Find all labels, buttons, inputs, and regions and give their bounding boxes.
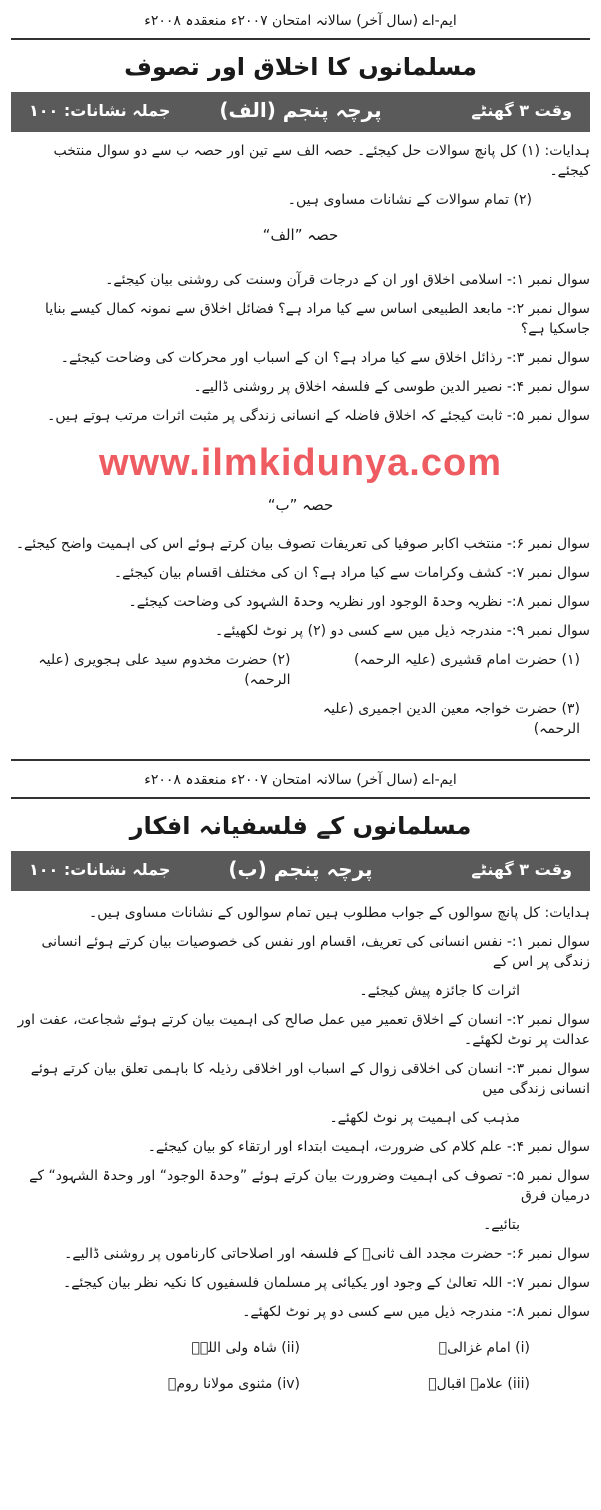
divider bbox=[11, 759, 590, 761]
question: سوال نمبر ۱:- نفس انسانی کی تعریف، اقسام اور نفس کی خصوصیات بیان کرتے ہوئے انسانی زندگی پر اس کے bbox=[41, 934, 590, 970]
option: (۲) حضرت مخدوم سید علی ہجویری (علیہ الرحمہ) bbox=[38, 652, 291, 688]
question: سوال نمبر ۷:- کشف وکرامات سے کیا مراد ہے؟ ان کی مختلف اقسام بیان کیجئے۔ bbox=[113, 565, 590, 581]
option: (i) امام غزالیؒ bbox=[438, 1340, 530, 1356]
question-continued: مذہب کی اہمیت پر نوٹ لکھئے۔ bbox=[329, 1110, 520, 1126]
marks-label: جملہ نشانات: ۱۰۰ bbox=[29, 101, 171, 120]
question: سوال نمبر ۵:- تصوف کی اہمیت وضرورت بیان کرتے ہوئے ”وحدۃ الوجود“ اور وحدۃ الشہود“ کے درمیان فرق bbox=[29, 1168, 590, 1204]
question: سوال نمبر ۶:- منتخب اکابر صوفیا کی تعریفات تصوف بیان کرتے ہوئے اس کی اہمیت واضح کیجئے۔ bbox=[15, 536, 590, 552]
question: سوال نمبر ۸:- مندرجہ ذیل میں سے کسی دو پر نوٹ لکھئے۔ bbox=[242, 1304, 590, 1320]
option: (iii) علامہ اقبالؒ bbox=[428, 1376, 530, 1392]
paper-title: مسلمانوں کے فلسفیانہ افکار bbox=[129, 812, 472, 840]
option-row bbox=[11, 1338, 590, 1358]
marks-label: جملہ نشانات: ۱۰۰ bbox=[29, 860, 171, 879]
question: سوال نمبر ۲:- انسان کے اخلاق تعمیر میں عمل صالح کی اہمیت بیان کرتے ہوئے شجاعت، عفت اور عدالت پر نوٹ لکھئے۔ bbox=[17, 1012, 590, 1048]
paper-label: پرچہ پنجم (ب) bbox=[228, 857, 373, 881]
exam-header: ایم-اے (سال آخر) سالانہ امتحان ۲۰۰۷ء منعقدہ ۲۰۰۸ء bbox=[144, 772, 457, 788]
divider bbox=[11, 38, 590, 40]
question: سوال نمبر ۷:- اللہ تعالیٰ کے وجود اور یکیائی پر مسلمان فلسفیوں کا نکیہ نظر بیان کیجئے۔ bbox=[62, 1275, 590, 1291]
divider bbox=[11, 797, 590, 799]
time-label: وقت ۳ گھنٹے bbox=[471, 101, 572, 120]
instructions: ہدایات: (۱) کل پانچ سوالات حل کیجئے۔ حصہ الف سے تین اور حصہ ب سے دو سوال منتخب کیجئے۔ bbox=[53, 143, 590, 179]
paper-info-bar bbox=[11, 92, 590, 132]
question-continued: اثرات کا جائزہ پیش کیجئے۔ bbox=[359, 983, 520, 999]
instructions: ہدایات: کل پانچ سوالوں کے جواب مطلوب ہیں تمام سوالوں کے نشانات مساوی ہیں۔ bbox=[89, 905, 590, 921]
question: سوال نمبر ۸:- نظریہ وحدۃ الوجود اور نظریہ وحدۃ الشہود کی وضاحت کیجئے۔ bbox=[128, 594, 590, 610]
time-label: وقت ۳ گھنٹے bbox=[471, 860, 572, 879]
question: سوال نمبر ۳:- رذائل اخلاق سے کیا مراد ہے؟ ان کے اسباب اور محرکات کی وضاحت کیجئے۔ bbox=[60, 350, 590, 366]
question: سوال نمبر ۳:- انسان کی اخلاقی زوال کے اسباب اور اخلاقی رذیلہ کا باہمی تعلق بیان کرتے ہوئے انسانی زندگی میں bbox=[30, 1061, 590, 1097]
question: سوال نمبر ۶:- حضرت مجدد الف ثانیؒ کے فلسفہ اور اصلاحاتی کارناموں پر روشنی ڈالیے۔ bbox=[64, 1246, 590, 1262]
paper-info-bar bbox=[11, 851, 590, 891]
paper-title: مسلمانوں کا اخلاق اور تصوف bbox=[124, 53, 477, 81]
section-heading: حصہ ”الف“ bbox=[262, 226, 339, 244]
option-row bbox=[11, 650, 590, 690]
option-row bbox=[11, 699, 590, 739]
question: سوال نمبر ۴:- نصیر الدین طوسی کے فلسفہ اخلاق پر روشنی ڈالیے۔ bbox=[193, 379, 590, 395]
exam-header: ایم-اے (سال آخر) سالانہ امتحان ۲۰۰۷ء منعقدہ ۲۰۰۸ء bbox=[144, 13, 457, 29]
paper-label: پرچہ پنجم (الف) bbox=[219, 98, 382, 122]
option: (۳) حضرت خواجہ معین الدین اجمیری (علیہ الرحمہ) bbox=[322, 701, 580, 737]
option: (ii) شاہ ولی اللہؒ bbox=[191, 1340, 300, 1356]
question: سوال نمبر ۱:- اسلامی اخلاق اور ان کے درجات قرآن وسنت کی روشنی بیان کیجئے۔ bbox=[105, 272, 590, 288]
question-continued: بتائیے۔ bbox=[483, 1217, 520, 1233]
option: (iv) مثنوی مولانا رومؒ bbox=[167, 1376, 300, 1392]
question: سوال نمبر ۵:- ثابت کیجئے کہ اخلاق فاضلہ کے انسانی زندگی پر مثبت اثرات مرتب ہوتے ہیں۔ bbox=[47, 408, 590, 424]
instructions: (۲) تمام سوالات کے نشانات مساوی ہیں۔ bbox=[287, 192, 532, 208]
option: (۱) حضرت امام قشیری (علیہ الرحمہ) bbox=[354, 652, 580, 668]
question: سوال نمبر ۹:- مندرجہ ذیل میں سے کسی دو (۲) پر نوٹ لکھیئے۔ bbox=[215, 623, 590, 639]
option-row bbox=[11, 1374, 590, 1394]
section-heading: حصہ ”ب“ bbox=[267, 496, 334, 514]
watermark: www.ilmkidunya.com bbox=[98, 442, 502, 484]
question: سوال نمبر ۴:- علم کلام کی ضرورت، اہمیت ابتداء اور ارتقاء کو بیان کیجئے۔ bbox=[147, 1139, 590, 1155]
question: سوال نمبر ۲:- مابعد الطبیعی اساس سے کیا مراد ہے؟ فضائل اخلاق سے نمونہ کمال کیسے بنایا جاسکیا ہے؟ bbox=[45, 301, 590, 337]
